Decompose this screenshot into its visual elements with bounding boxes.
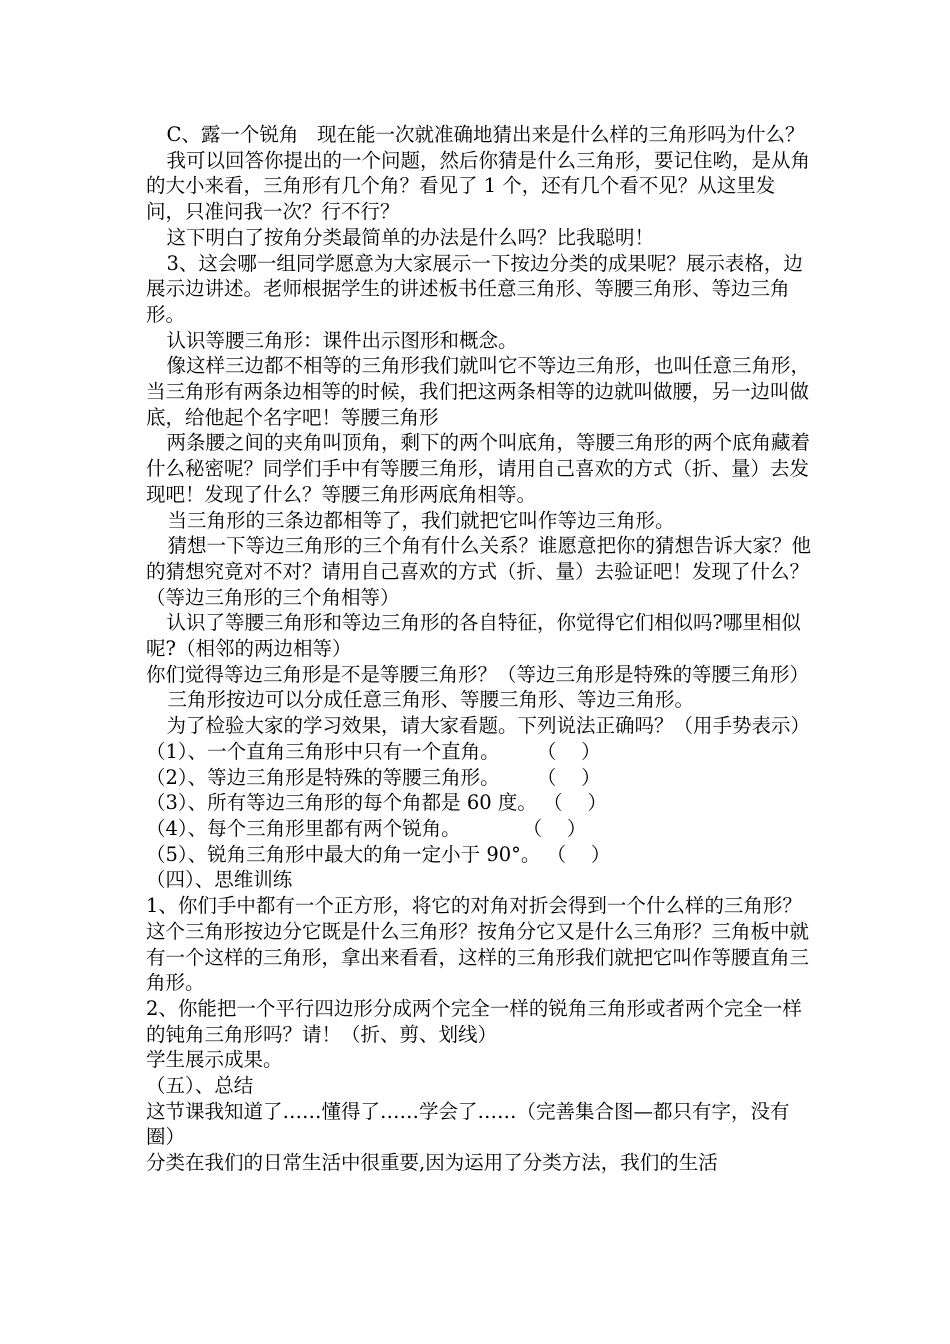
section-heading-summary: （五）、总结 [146,1074,254,1098]
paragraph-show-results: 学生展示成果。 [146,1048,283,1072]
quiz-item-3: （3）、所有等边三角形的每个角都是 60 度。 （ ） [146,791,607,815]
paragraph-acute-angle-hint: C、露一个锐角 现在能一次就准确地猜出来是什么样的三角形吗为什么？ [166,123,805,146]
paragraph-side-summary: 三角形按边可以分成任意三角形、等腰三角形、等边三角形。 [167,688,694,712]
paragraph-equilateral-guess: 猜想一下等边三角形的三个角有什么关系？谁愿意把你的猜想告诉大家？他的猜想究竟对不对？请用自己喜欢的方式（折、量）去验证吧！发现了什么？（等边三角形的三个角相等） [146,534,811,609]
paragraph-angle-method: 这下明白了按角分类最简单的办法是什么吗？比我聪明！ [166,225,654,249]
document-page [146,122,814,1176]
section-heading-thinking: （四）、思维训练 [146,868,293,892]
paragraph-summary-learned: 这节课我知道了……懂得了……学会了……（完善集合图—都只有字，没有圈） [146,1099,790,1149]
paragraph-classification-importance: 分类在我们的日常生活中很重要,因为运用了分类方法，我们的生活 [146,1151,718,1175]
quiz-item-4: （4）、每个三角形里都有两个锐角。 （ ） [146,816,587,840]
paragraph-equilateral-definition: 当三角形的三条边都相等了，我们就把它叫作等边三角形。 [167,508,675,532]
paragraph-similarity: 认识了等腰三角形和等边三角形的各自特征，你觉得它们相似吗?哪里相似呢?（相邻的两边相等） [146,611,801,661]
quiz-item-1: （1）、一个直角三角形中只有一个直角。 （ ） [146,739,601,763]
paragraph-isosceles-intro: 认识等腰三角形：课件出示图形和概念。 [166,328,518,352]
paragraph-scalene-definition: 像这样三边都不相等的三角形我们就叫它不等边三角形，也叫任意三角形，当三角形有两条边相等的时候，我们把这两条相等的边就叫做腰，另一边叫做底，给他起个名字吧！等腰三角形 [146,354,810,429]
paragraph-quiz-intro: 为了检验大家的学习效果，请大家看题。下列说法正确吗？（用手势表示） [166,714,810,738]
paragraph-equilateral-special: 你们觉得等边三角形是不是等腰三角形？（等边三角形是特殊的等腰三角形） [146,662,810,686]
paragraph-parallelogram-split: 2、你能把一个平行四边形分成两个完全一样的锐角三角形或者两个完全一样的钝角三角形吗？请！（折、剪、划线） [146,996,802,1046]
paragraph-base-angles: 两条腰之间的夹角叫顶角，剩下的两个叫底角，等腰三角形的两个底角藏着什么秘密呢？同学们手中有等腰三角形，请用自己喜欢的方式（折、量）去发现吧！发现了什么？等腰三角形两底角相等。 [146,431,810,506]
quiz-item-2: （2）、等边三角形是特殊的等腰三角形。 （ ） [146,765,601,789]
paragraph-question-rules: 我可以回答你提出的一个问题，然后你猜是什么三角形，要记住哟，是从角的大小来看，三角形有几个角？看见了 1 个，还有几个看不见？从这里发问，只准问我一次？行不行？ [146,148,810,224]
quiz-item-5: （5）、锐角三角形中最大的角一定小于 90°。 （ ） [146,842,611,866]
paragraph-square-fold: 1、你们手中都有一个正方形，将它的对角对折会得到一个什么样的三角形？这个三角形按边分它既是什么三角形？按角分它又是什么三角形？三角板中就有一个这样的三角形，拿出来看看，这样的三角形我们就把它叫作等腰直角三角形。 [146,894,810,995]
paragraph-side-classification: 3、这会哪一组同学愿意为大家展示一下按边分类的成果呢？展示表格，边展示边讲述。老师根据学生的讲述板书任意三角形、等腰三角形、等边三角形。 [146,251,803,326]
